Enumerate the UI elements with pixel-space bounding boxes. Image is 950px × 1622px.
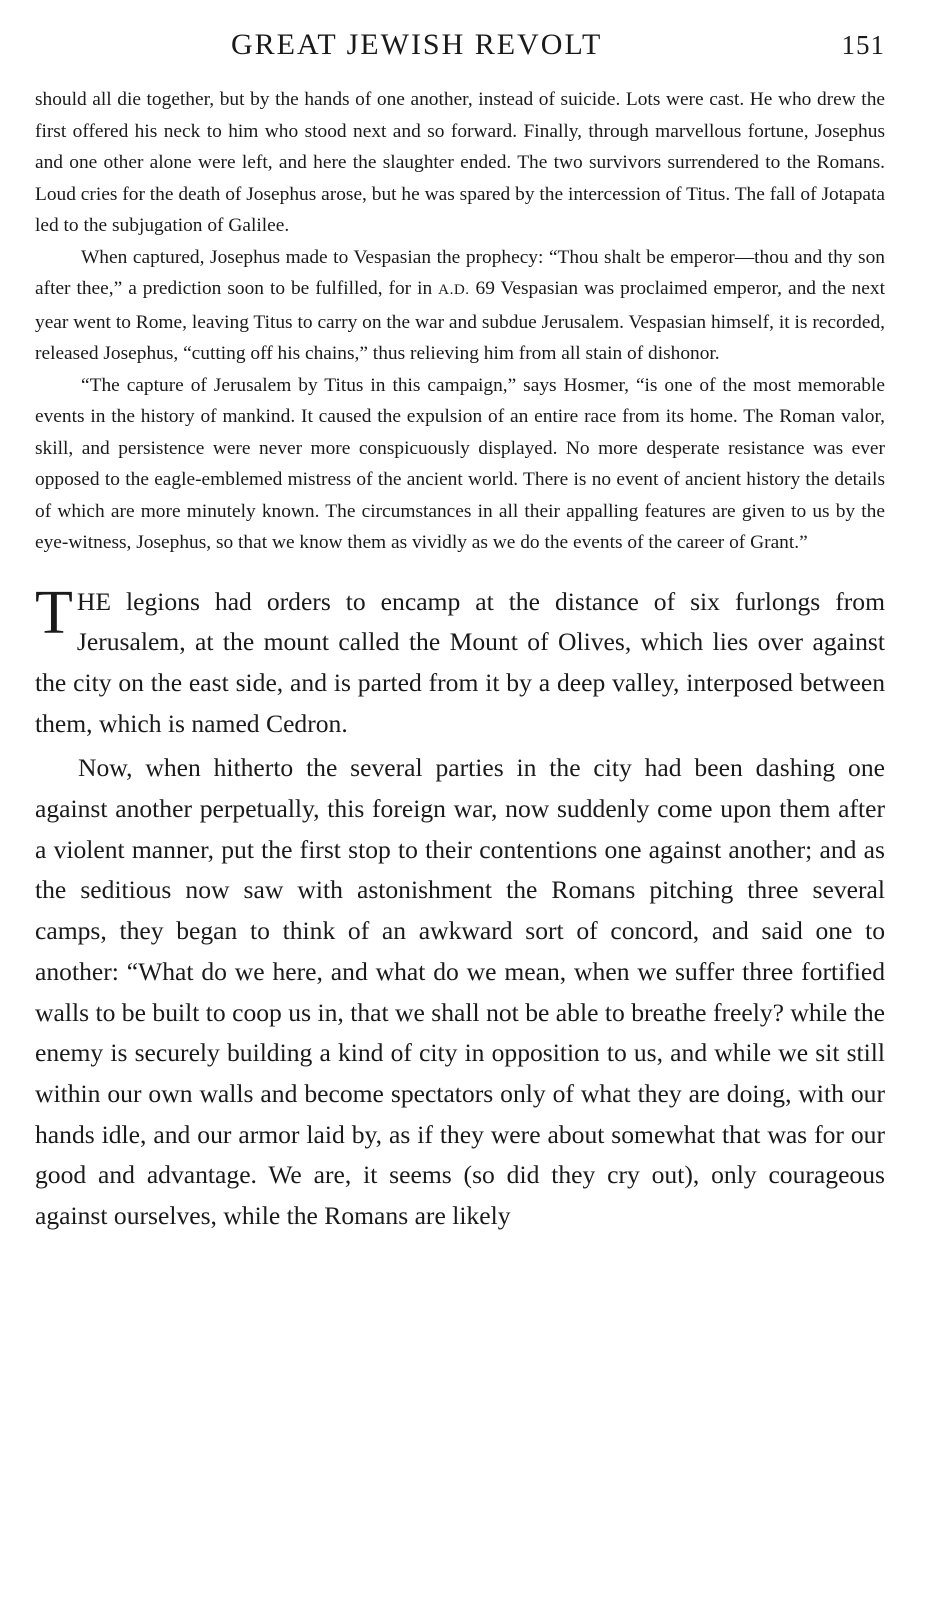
page-number: 151 (841, 30, 885, 60)
intro-paragraph-2-end: 69 Vespasian was proclaimed emperor, and the next year went to Rome, leaving Titus to carry on the war and subdue Jerusalem. Vespasian himself, it is recorded, released Josephus, “cutting off his chains,” thus relieving him from all stain of dishonor. (35, 278, 885, 364)
intro-paragraph-1: should all die together, but by the hands of one another, instead of suicide. Lots were cast. He who drew the first offered his neck to him who stood next and so forward. Finally, through marvellous fortune, Josephus and one other alone were left, and here the slaughter ended. The two survivors surrendered to the Romans. Loud cries for the death of Josephus arose, but he was spared by the intercession of Titus. The fall of Jotapata led to the subjugation of Galilee. (35, 89, 885, 236)
body-paragraph-2: Now, when hitherto the several parties in the city had been dashing one against another perpetually, this foreign war, now suddenly come upon them after a violent manner, put the first stop to their contentions one against another; and as the seditious now saw with astonishment the Romans pitching three several camps, they began to think of an awkward sort of concord, and said one to another: “What do we here, and what do we mean, when we suffer three fortified walls to be built to coop us in, that we shall not be able to breathe freely? while the enemy is securely building a kind of city in opposition to us, and while we sit still within our own walls and become spectators only of what they are doing, with our hands idle, and our armor laid by, as if they were about somewhat that was for our good and advantage. We are, it seems (so did they cry out), only courageous against ourselves, while the Romans are likely (35, 753, 885, 1231)
intro-paragraph-2 (35, 242, 885, 370)
running-head (35, 22, 885, 74)
book-page (35, 22, 885, 1237)
main-text (35, 578, 885, 1237)
intro-paragraph-3: “The capture of Jerusalem by Titus in this campaign,” says Hosmer, “is one of the most memorable events in the history of mankind. It caused the expulsion of an entire race from its home. The Roman valor, skill, and persistence were never more conspicuously displayed. No more desperate resistance was ever opposed to the eagle-emblemed mistress of the ancient world. There is no event of ancient history the details of which are more minutely known. The circumstances in all their appalling features are given to us by the eye-witness, Josephus, so that we know them as vividly as we do the events of the career of Grant.” (35, 374, 885, 553)
drop-cap: T (35, 578, 73, 647)
body-paragraph-1-text: HE legions had orders to encamp at the distance of six furlongs from Jerusalem, at the mount called the Mount of Olives, which lies over against the city on the east side, and is parted from it by a deep valley, interposed between them, which is named Cedron. (35, 586, 885, 738)
running-title: GREAT JEWISH REVOLT (231, 28, 603, 61)
intro-paragraph-2-start: When captured, Josephus made to Vespasian the prophecy: “Thou shalt be emperor—thou and thy son after thee,” a prediction soon to be fulfilled, for in (35, 246, 885, 299)
body-paragraph-1 (35, 578, 885, 745)
era-abbreviation: A.D. (438, 282, 470, 298)
intro-section (35, 84, 885, 559)
